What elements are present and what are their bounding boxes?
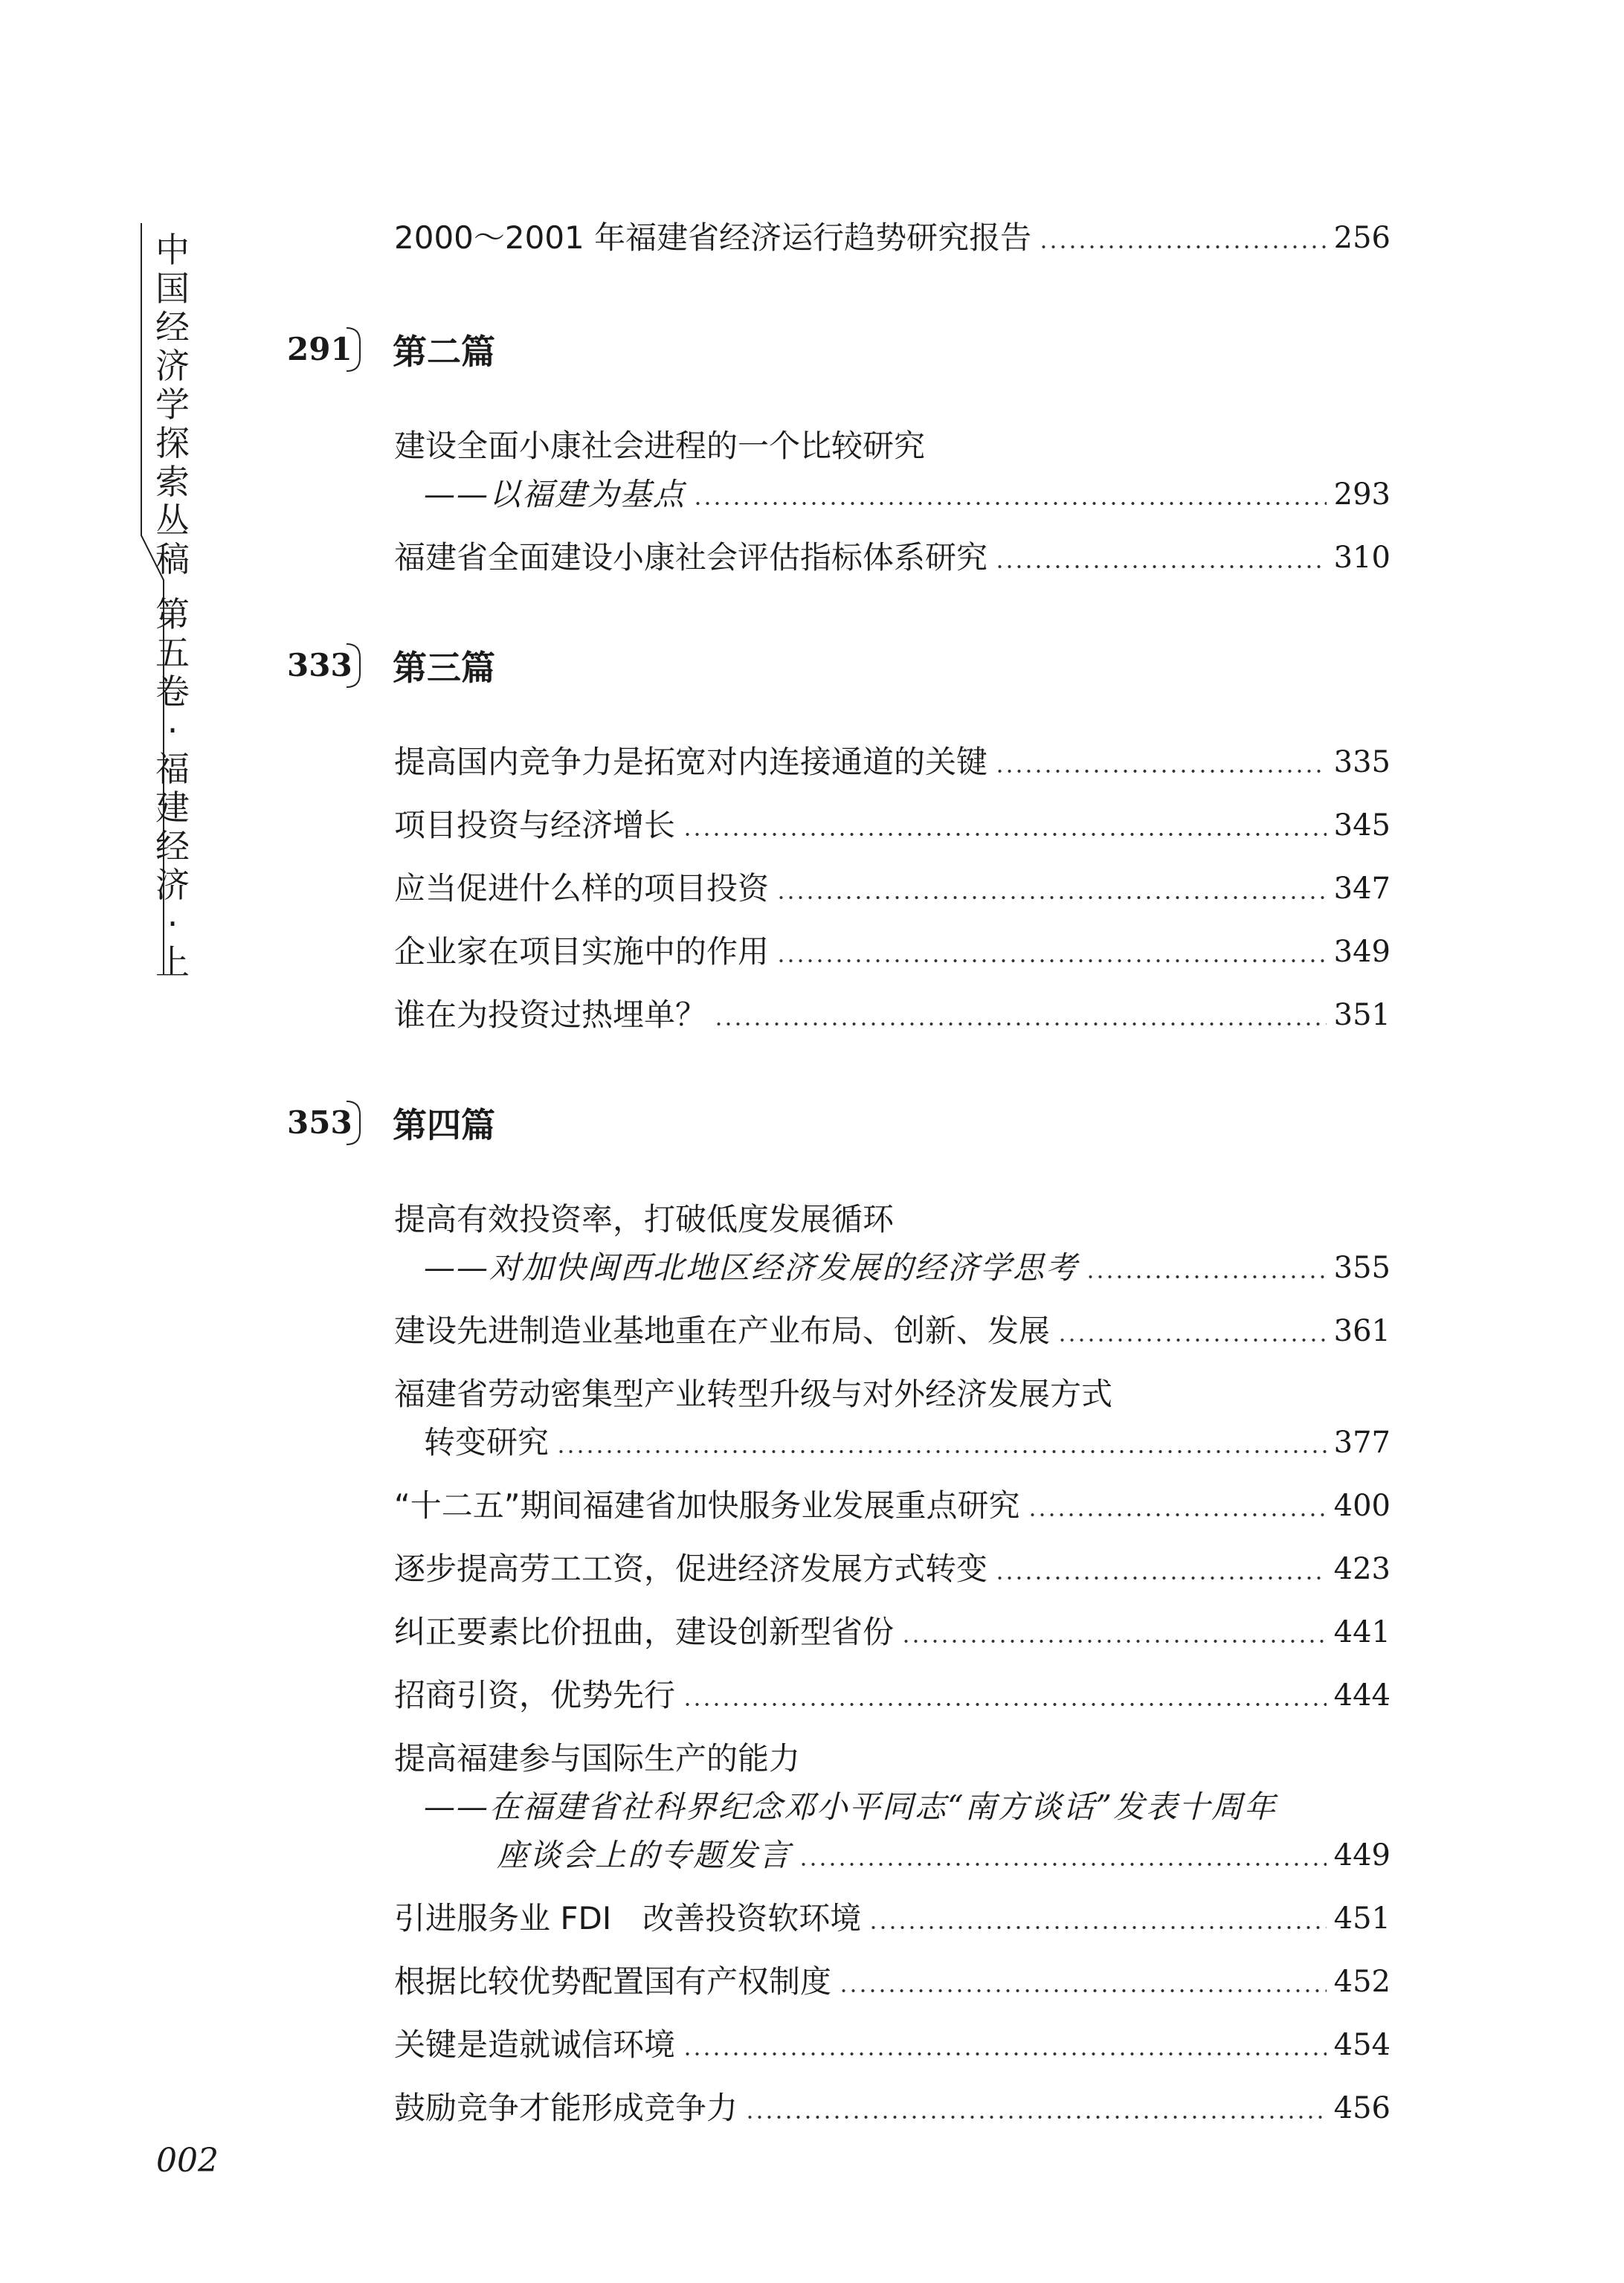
part-title: 第三篇 [393,648,495,688]
toc-entry-page: 347 [1333,872,1391,906]
toc-entry-title: 项目投资与经济增长 [394,807,676,843]
dot-leader [995,564,1327,570]
part-number: 333 [287,647,352,683]
toc-entry-title: 福建省全面建设小康社会评估指标体系研究 [394,539,988,576]
part-number-badge [283,326,357,373]
toc-entry-page: 400 [1333,1489,1391,1523]
badge-bracket [345,643,363,689]
toc-entry-title: 纠正要素比价扭曲，建设创新型省份 [394,1614,895,1650]
toc-entry[interactable] [424,1246,1391,1290]
badge-bracket [345,326,363,373]
dot-leader [901,1638,1327,1644]
dot-leader [776,895,1327,901]
toc-entry[interactable] [394,535,1391,580]
part-heading [283,320,495,379]
dot-leader [683,1701,1327,1707]
toc-entry-subtitle: 座谈会上的专题发言 [497,1837,792,1873]
dot-leader [714,1021,1327,1027]
toc-entry-page: 256 [1333,221,1391,255]
toc-entry-page: 377 [1333,1426,1391,1460]
toc-entry[interactable] [394,803,1391,848]
toc-entry[interactable] [394,993,1391,1037]
toc-entry-page: 345 [1333,808,1391,843]
toc-entry[interactable] [394,930,1391,974]
part-number: 353 [287,1104,352,1141]
toc-entry[interactable] [394,866,1391,911]
toc-entry[interactable] [394,1484,1391,1528]
dot-leader [776,958,1327,964]
toc-entry-subtitle: ——对加快闽西北地区经济发展的经济学思考 [424,1249,1079,1286]
toc-entry[interactable] [394,1547,1391,1591]
toc-entry-page: 361 [1333,1314,1391,1348]
toc-entry-page: 454 [1333,2028,1391,2062]
badge-bracket [345,1100,363,1146]
dot-leader [1057,1337,1327,1343]
toc-entry-page: 449 [1333,1838,1391,1873]
toc-entry-title: 转变研究 [424,1424,550,1461]
toc-entry-page: 355 [1333,1251,1391,1285]
toc-entry[interactable] [394,740,1391,785]
toc-entry[interactable] [497,1833,1391,1878]
dot-leader [799,1861,1327,1867]
toc-entry[interactable] [394,1896,1391,1941]
part-number: 291 [287,331,352,367]
toc-entry[interactable] [394,1673,1391,1718]
toc-entry-page: 423 [1333,1552,1391,1586]
toc-entry-title: 逐步提高劳工工资，促进经济发展方式转变 [394,1551,988,1587]
dot-leader [1028,1512,1327,1518]
part-title: 第二篇 [393,332,495,372]
toc-entry-title: 谁在为投资过热埋单？ [394,996,707,1033]
dot-leader [683,831,1327,837]
dot-leader [869,1925,1326,1931]
toc-entry-title-line[interactable]: 建设全面小康社会进程的一个比较研究 [394,428,926,464]
toc-entry-page: 351 [1333,998,1391,1032]
dot-leader [995,768,1327,774]
toc-entry-subtitle-line[interactable]: ——在福建省社科界纪念邓小平同志“南方谈话”发表十周年 [424,1788,1277,1825]
toc-entry-page: 451 [1333,1902,1391,1936]
toc-entry-title-line[interactable]: 福建省劳动密集型产业转型升级与对外经济发展方式 [394,1376,1113,1412]
toc-entry[interactable] [394,1960,1391,2004]
toc-entry[interactable] [394,2086,1391,2131]
toc-entry-title: 企业家在项目实施中的作用 [394,933,770,970]
toc-entry-title-line[interactable]: 提高福建参与国际生产的能力 [394,1740,801,1777]
part-heading [283,1093,495,1153]
part-heading [283,636,495,695]
toc-entry[interactable] [424,472,1391,517]
toc-entry-page: 456 [1333,2091,1391,2125]
toc-entry-page: 444 [1333,1678,1391,1713]
volume-title: 第 五 卷 · 福 建 经 济 · 上 [155,594,190,982]
dot-leader [693,500,1327,506]
toc-entry-title: 引进服务业 FDI 改善投资软环境 [394,1900,862,1936]
part-number-badge [283,1100,357,1146]
part-number-badge [283,643,357,689]
dot-leader [839,1988,1327,1994]
toc-entry-title: 招商引资，优势先行 [394,1677,676,1713]
toc-entry-title: “十二五”期间福建省加快服务业发展重点研究 [394,1487,1020,1524]
toc-entry-title: 提高国内竞争力是拓宽对内连接通道的关键 [394,744,988,780]
spine [112,216,201,982]
toc-entry-page: 335 [1333,745,1391,779]
toc-entry[interactable] [424,1420,1391,1465]
dot-leader [683,2051,1327,2057]
toc-entry-title: 根据比较优势配置国有产权制度 [394,1963,832,2000]
toc-entry-subtitle: ——以福建为基点 [424,476,686,512]
toc-entry-page: 452 [1333,1965,1391,1999]
toc-entry[interactable] [394,1309,1391,1353]
toc-entry-title-line[interactable]: 提高有效投资率，打破低度发展循环 [394,1201,895,1237]
dot-leader [1086,1274,1327,1280]
toc-entry[interactable] [394,1610,1391,1655]
dot-leader [745,2114,1327,2120]
toc-entry-title: 建设先进制造业基地重在产业布局、创新、发展 [394,1313,1051,1349]
toc-entry-page: 310 [1333,541,1391,575]
toc-entry-title: 应当促进什么样的项目投资 [394,870,770,907]
toc-entry-page: 349 [1333,935,1391,969]
dot-leader [995,1575,1327,1581]
toc-entry-page: 441 [1333,1615,1391,1649]
dot-leader [1039,244,1327,250]
page-number: 002 [156,2142,219,2180]
toc-entry-title: 鼓励竞争才能形成竞争力 [394,2090,738,2126]
toc-entry[interactable] [394,2023,1391,2067]
toc-entry-title: 关键是造就诚信环境 [394,2026,676,2063]
toc-entry[interactable] [394,216,1391,260]
part-title: 第四篇 [393,1105,495,1145]
series-title: 中 国 经 济 学 探 索 丛 稿 [155,230,190,579]
dot-leader [556,1449,1327,1455]
toc-entry-title: 2000～2001 年福建省经济运行趋势研究报告 [394,219,1032,256]
toc-entry-page: 293 [1333,477,1391,512]
